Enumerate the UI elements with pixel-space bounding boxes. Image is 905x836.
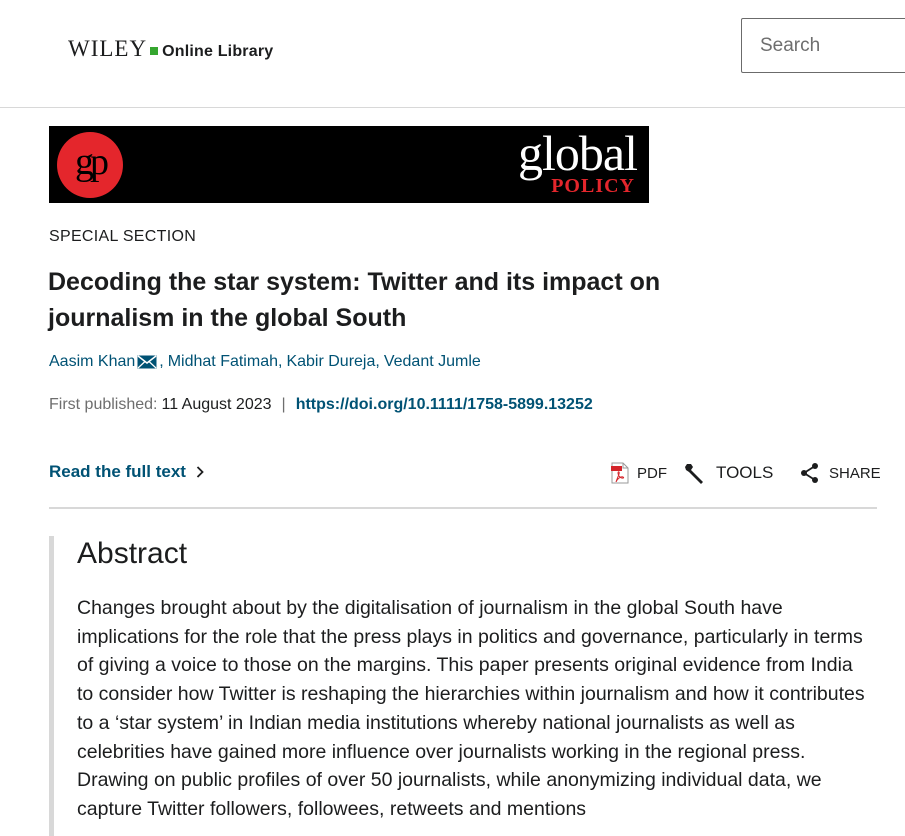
gp-emblem [57, 132, 123, 198]
read-full-text-link[interactable] [49, 462, 204, 482]
gp-emblem-text: gp [75, 141, 105, 183]
pdf-icon [611, 462, 629, 484]
logo-product: Online Library [162, 43, 274, 60]
publication-info [49, 396, 593, 414]
search-input[interactable] [741, 18, 905, 73]
journal-banner[interactable] [49, 126, 649, 203]
share-button[interactable] [799, 462, 881, 484]
wiley-online-library-logo[interactable] [68, 36, 273, 62]
divider [49, 507, 877, 509]
author-separator: , [277, 353, 283, 370]
author-list [49, 353, 481, 371]
abstract-heading: Abstract [77, 537, 188, 570]
read-full-text-label: Read the full text [49, 462, 186, 481]
wrench-icon [684, 462, 708, 484]
doi-link[interactable]: https://doi.org/10.1111/1758-5899.13252 [295, 396, 593, 413]
share-icon [799, 462, 821, 484]
first-published-date: 11 August 2023 [161, 396, 272, 413]
mail-icon[interactable] [137, 355, 157, 369]
logo-green-square [150, 47, 158, 55]
pipe-separator: | [281, 396, 286, 413]
journal-wordmark: global [518, 125, 637, 181]
abstract-section [49, 536, 874, 836]
journal-wordmark-sub: POLICY [551, 175, 635, 197]
first-published-label: First published: [49, 396, 158, 413]
tools-label: TOOLS [716, 463, 774, 482]
chevron-right-icon [196, 466, 204, 478]
pdf-button[interactable] [611, 462, 667, 484]
pdf-label: PDF [637, 464, 667, 482]
site-header [0, 0, 905, 108]
author-separator: , [375, 353, 380, 370]
tools-button[interactable] [684, 462, 773, 484]
author-link[interactable]: Aasim Khan [49, 353, 136, 370]
logo-brand: WILEY [68, 36, 148, 61]
author-link[interactable]: Vedant Jumle [383, 353, 481, 370]
author-separator: , [159, 353, 164, 370]
author-link[interactable]: Midhat Fatimah [167, 353, 278, 370]
author-link[interactable]: Kabir Dureja [286, 353, 376, 370]
section-label: SPECIAL SECTION [49, 228, 197, 245]
abstract-text: Changes brought about by the digitalisation of journalism in the global South have implications for the role that the press plays in politics and governance, particularly in terms of giving a voice to those on the margins. This paper presents original evidence from India to consider how Twitter is reshaping the hierarchies within journalism and how it contributes to a ‘star system’ in Indian media institutions whereby national journalists as well as celebrities have gained more influence over journalists working in the regional press. Drawing on public profiles of over 50 journalists, while anonymizing individual data, we capture Twitter followers, followees, retweets and mentions [77, 597, 865, 820]
share-label: SHARE [829, 464, 881, 482]
article-title: Decoding the star system: Twitter and its impact on journalism in the global South [48, 268, 661, 332]
